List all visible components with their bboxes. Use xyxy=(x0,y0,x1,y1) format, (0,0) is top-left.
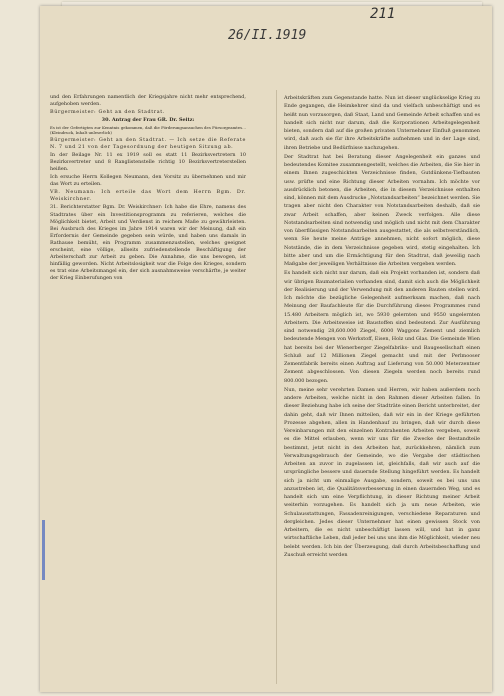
left-column xyxy=(50,94,246,283)
correction-note: In der Beilage Nr. 11 ex 1919 soll es statt 11 Bezirksvertretern 10 Bezirksvertreter und 8 Ranglistenstelle richtig 10 Bezirksvertreterstellen heißen. xyxy=(50,151,246,172)
chair-request: Ich ersuche Herrn Kollegen Neumann, den Vorsitz zu übernehmen und mir das Wort zu erteilen. xyxy=(50,174,246,188)
motion-heading-30: 30. Antrag der Frau GR. Dr. Seitz: xyxy=(101,117,195,124)
page-number: 211 xyxy=(370,6,396,22)
handwritten-date: 26/II.1919 xyxy=(228,28,307,43)
mayor-statement-1: Bürgermeister: Geht an den Stadtrat. xyxy=(50,109,165,116)
right-paragraph-4: Nun, meine sehr verehrten Damen und Herren, wir haben außerdem noch andere Arbeiten, welche nicht in den Rahmen dieser Arbeiten fallen. In dieser Beziehung habe ich seine der Stadträte einen Bericht unterbreitet, der dahin geht, daß wir Ihnen mitteilen, daß wir ein in der Kriege geführten Prozesse abgehen, allen in Handenhauf zu bringen, daß wir durch diese Vereinbarungen mit den einzelnen Kontrahenten Arbeiten vergeben, soweit es die Mittel erlauben, wenn wir uns für die Zwecke der Bestandteile bestimmt, jetzt nicht in den Arbeiten hat, zurückkehren, nämlich zum Verwaltungsgebrauch der Gemeinde, wo die Vergabe der städtischen Arbeiten an zuvor in zugelassen ist, gleichfalls, daß wir auch auf die ursprüngliche bessere und dauernde Stellung hingeführt werden. Es handelt sich ja nicht um einmalige Ausgabe, sondern, soweit es bei uns uns anzustreben ist, die Qualitätsverbesserung in einen dauernden Weg, und es handelt sich um eine Verpflichtung, in dieser Richtung meiner Arbeit weiterhin vorzugehen. Es handelt sich ja um neue Arbeiten, wie Schulausstattungen, Fassadenreinigungen, verschiedene Reparaturen und dergleichen. Jedes dieser Unternehmer hat einen gewissen Stock von Arbeitern, die es nicht unbeschäftigt lassen will, und hat in ganz wirtschaftliche Leben, daß jeder bei uns uns ihm die Möglichkeit, wieder neu belebt werden. Ich bin der Überzeugung, daß durch Arbeitsbeschaffung und Zuschuß erreicht werden xyxy=(284,386,480,558)
margin-annotation-mark xyxy=(42,520,45,580)
right-paragraph-1: Arbeitskräften zum Gegenstande hatte. Nun ist dieser unglückselige Krieg zu Ende gegangen, die Heimkehrer sind da und vielfach unbeschäftigt und es heißt nun vorzusorgen, daß Staat, Land und Gemeinde Arbeit schaffen und es handelt sich nicht nur darum, daß die Korporationen Arbeitsgelegenheit bieten, sondern daß auf die großen privaten Unternehmer Einfluß genommen wird, daß auch sie für ihre Arbeitskräfte aufnehmen und in der Lage sind, ihren Betriebe und Bedürfnisse nachzugehen. xyxy=(284,95,480,151)
column-divider xyxy=(276,90,277,684)
chair-grants-word: VB. Neumann: Ich erteile das Wort dem Herrn Bgm. Dr. Weiskirchner. xyxy=(50,189,246,203)
right-column xyxy=(284,94,480,560)
left-paragraph-1: und den Erfahrungen namentlich der Kriegsjahre nicht mehr entsprechend, aufgehoben werden. xyxy=(50,94,246,108)
right-paragraph-2: Der Stadtrat hat bei Beratung dieser Angelegenheit ein ganzes und bedeutendes Komitee zusammengestellt, welches die Arbeiten, die Sie hier in einem Ihnen zugeschickten Verzeichnisse finden, Gutdünkens-Tiefbauten usw. prüfte und eine Richtung dieser Arbeiten vornahm. Ich möchte vor ausdrücklich betonen, die Arbeiten, die in diesem Verzeichnisse enthalten sind, können mit dem Ausdrucke „Notstandsarbeiten“ bezeichnet werden. Sie tragen aber nicht den Charakter von Notstandsarbeiten deshalb, daß sie zwar Arbeit schaffen, aber keinen Zweck verfolgen. Alle diese Notstandsarbeiten sind notwendig und möglich und nicht mit dem Charakter von überflüssigen Notstandsarbeiten ausgestattet, die als selbstverständlich, wenn Sie heute meine Anträge annehmen, nicht sofort möglich, diese Notstände, die in dem Verzeichnisse gegeben wird, stetig eingehalten. Ich bitte aber und um die Ermächtigung für den Stadtrat, daß jeweilig nach Maßgabe der jeweiligen Verhältnisse die Arbeiten vergeben werden. xyxy=(284,153,480,267)
right-paragraph-3: Es handelt sich nicht nur darum, daß ein Projekt vorhanden ist, sondern daß wir übrigen Baumaterialien vorhanden sind, damit sich auch die Möglichkeit der Realisierung und der Verwendung mit den anderen Bauten stellen wird. Ich möchte die bezügliche Gelegenheit aufmerksam machen, daß nach Meinung der Baufachleute für die Durchführung dieses Programmes rund 15.480 Arbeitern möglich ist, wo 5930 gelernten und 9550 ungelernten Arbeitern. Die Arbeitsweise ist Baustoffen sind bedeutend. Zur Ausführung sind notwendig 28,600.000 Ziegel, 6000 Waggons Zement und ziemlich bedeutende Mengen von Werkstoff, Eisen, Holz und Glas. Die Gemeinde Wien hat bereits bei der Wienerberger Ziegelfabriks- und Baugesellschaft einen Schluß auf 12 Millionen Ziegel gemacht und mit der Perlmooser Zementfabrik bereits einen Auftrag auf Lieferung von 50.000 Meterzentner Zement abgeschlossen. Von diesen Ziegeln werden noch bereits rund 800.000 bezogen. xyxy=(284,270,480,384)
report-31: 31. Berichterstatter Bgm. Dr. Weiskirchner: Ich habe die Ehre, namens des Stadtrates über ein Investitionsprogramm zu referieren, welches die Möglichkeit bietet, Arbeit und Verdienst in reichem Maße zu gewährleisten. Bei Ausbruch des Krieges im Jahre 1914 waren wir der Meinung, daß ein Erfordernis der Gemeinde gegeben sein würde, und haben uns damals in Rathause bemüht, ein Programm zusammenzustellen, welches geeignet erscheint, eine völlige, allseits zufriedenstellende Beschäftigung der Arbeiterschaft zur Arbeit zu geben. Die Annahme, die uns bewogen, ist hinfällig geworden. Nicht Arbeitslosigkeit war die Folge des Krieges, sondern es trat eine Arbeitsmangel ein, der sich ausnahmsweise verschärfte, je weiter der Krieg Einberufungen von xyxy=(50,204,246,282)
motion-30-body: Es ist der Gefertigten zur Kenntnis gekommen, daß die Förderungsansuchen des Fürsorgeamtes… (Kleindruck, Inhalt unleserlich) xyxy=(50,125,246,136)
mayor-statement-2: Bürgermeister: Geht an den Stadtrat. — Ich setze die Referate N. 7 und 21 von der Tagesordnung der heutigen Sitzung ab. xyxy=(50,136,246,150)
